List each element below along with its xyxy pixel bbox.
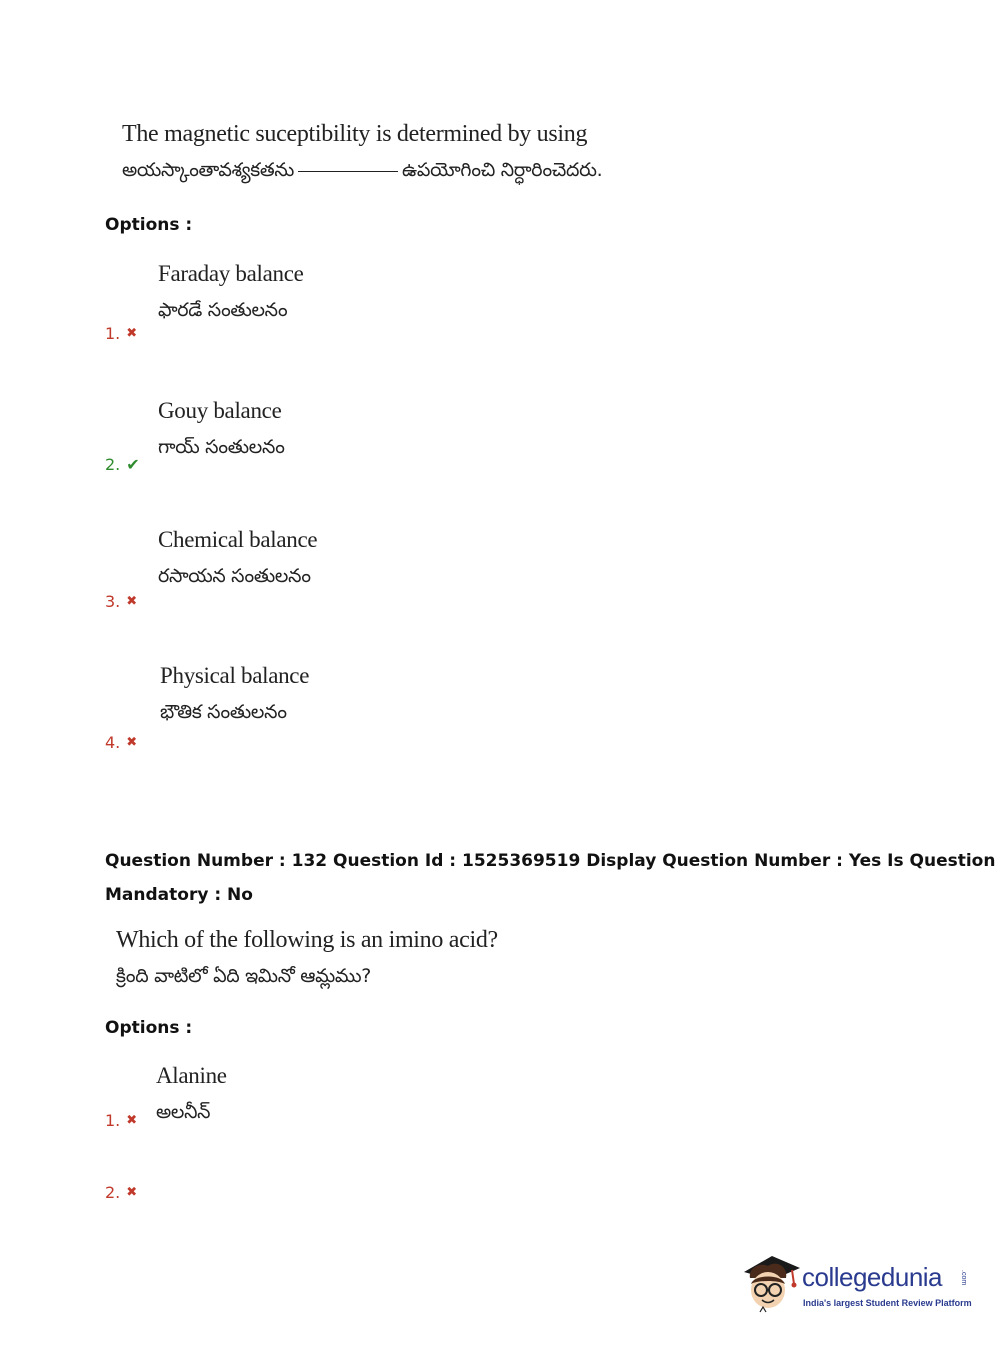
option-3-en: Chemical balance <box>158 527 318 552</box>
question-text-te-after: ఉపయోగించి నిర్ధారించెదరు. <box>402 159 603 181</box>
cross-icon: ✖ <box>126 1113 138 1128</box>
question-text-te <box>122 152 602 188</box>
option-4-te: భౌతిక సంతులనం <box>160 701 287 723</box>
option-1-number <box>105 324 137 343</box>
option-4-number <box>105 733 137 752</box>
cross-icon: ✖ <box>126 735 138 750</box>
option-2-en: Gouy balance <box>158 398 282 423</box>
option-number: 2. <box>105 1183 121 1202</box>
option-number: 3. <box>105 592 121 611</box>
collegedunia-logo[interactable] <box>742 1250 972 1320</box>
option-1-te: ఫారడే సంతులనం <box>158 299 288 321</box>
logo-tagline: India's largest Student Review Platform <box>803 1298 972 1308</box>
cross-icon: ✖ <box>126 326 138 341</box>
option-1-text[interactable] <box>158 256 304 328</box>
option-number: 2. <box>105 455 121 474</box>
option-1-text[interactable] <box>156 1058 227 1130</box>
option-1-en: Alanine <box>156 1063 227 1088</box>
fill-blank <box>298 171 398 172</box>
option-4-text[interactable] <box>160 658 309 730</box>
question-text-en: The magnetic suceptibility is determined by using <box>122 121 588 147</box>
mascot-icon <box>742 1250 800 1316</box>
question-meta-line1: Question Number : 132 Question Id : 1525369519 Display Question Number : Yes Is Question <box>105 851 996 871</box>
option-2-te: గాయ్ సంతులనం <box>158 436 285 458</box>
check-icon: ✔ <box>126 455 140 474</box>
options-label: Options : <box>105 1018 193 1038</box>
option-1-number <box>105 1111 137 1130</box>
option-3-text[interactable] <box>158 522 317 594</box>
options-label: Options : <box>105 215 193 235</box>
question-text-te: క్రింది వాటిలో ఏది ఇమినో ఆమ్లము? <box>116 965 372 987</box>
cross-icon: ✖ <box>126 1185 138 1200</box>
option-number: 1. <box>105 1111 121 1130</box>
option-2-number <box>105 1183 137 1202</box>
question-text <box>116 922 498 994</box>
option-2-number <box>105 455 140 474</box>
question-meta <box>105 844 996 912</box>
option-2-text[interactable] <box>158 393 285 465</box>
option-1-te: అలనీన్ <box>156 1101 211 1123</box>
option-4-en: Physical balance <box>160 663 310 688</box>
question-text-en: Which of the following is an imino acid? <box>116 927 498 953</box>
option-3-number <box>105 592 137 611</box>
question-meta-line2: Mandatory : No <box>105 885 253 905</box>
logo-com: .com <box>960 1270 967 1286</box>
option-3-te: రసాయన సంతులనం <box>158 565 311 587</box>
option-number: 4. <box>105 733 121 752</box>
question-text-te-before: అయస్కాంతావశ్యకతను <box>122 159 295 181</box>
logo-name: collegedunia <box>802 1262 943 1292</box>
cross-icon: ✖ <box>126 594 138 609</box>
question-text <box>122 116 602 188</box>
option-1-en: Faraday balance <box>158 261 304 286</box>
option-number: 1. <box>105 324 121 343</box>
